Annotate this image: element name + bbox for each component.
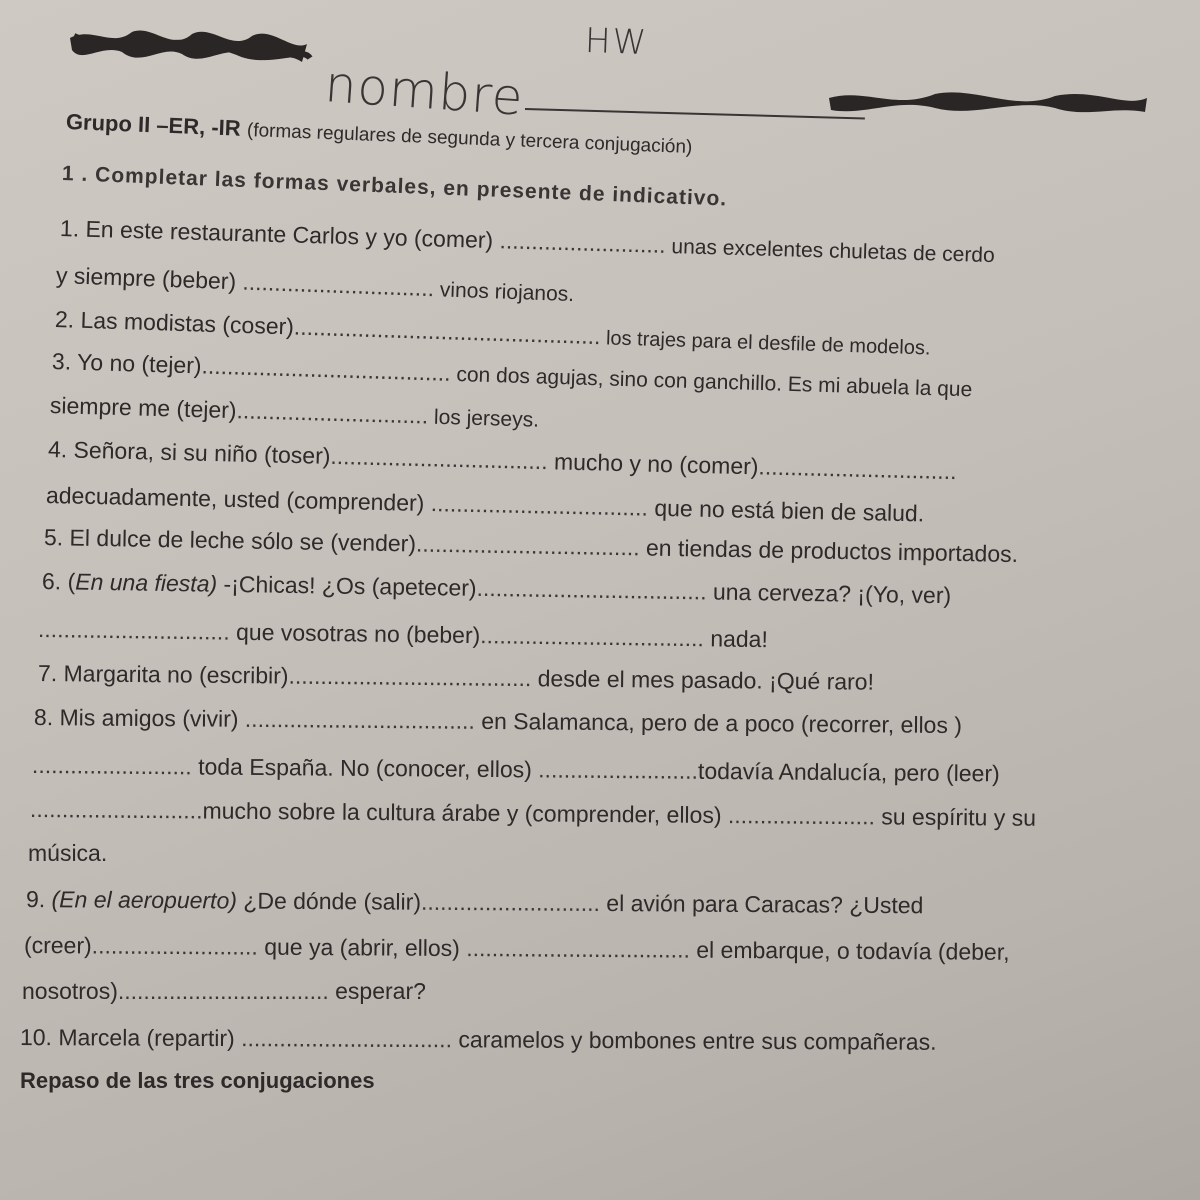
answer-blank[interactable]: .................................... [476, 574, 707, 605]
exercise-line: 4. Señora, si su niño (toser).................................. mucho y no (comer)............................... [47, 436, 957, 485]
name-blank-line [525, 108, 865, 119]
answer-blank[interactable]: ................................. [241, 1025, 453, 1053]
exercise-line: adecuadamente, usted (comprender) .................................. que no está bien de salud. [45, 482, 925, 527]
exercise-line: 8. Mis amigos (vivir) .................................... en Salamanca, pero de a poco (recorrer, ellos ) [33, 704, 963, 739]
exercise-line: música. [28, 840, 108, 866]
homework-label: HW [584, 20, 649, 64]
exercise-line: 6. (En una fiesta) -¡Chicas! ¿Os (apetecer).................................... una cerveza? ¡(Yo, ver) [41, 568, 952, 609]
answer-blank[interactable]: .............................. [236, 397, 429, 429]
answer-blank[interactable]: .................................... [244, 705, 476, 734]
answer-blank[interactable]: ........................... [29, 796, 203, 824]
answer-blank[interactable]: ................................... [415, 530, 640, 561]
answer-blank[interactable]: ................................... [466, 935, 690, 963]
answer-blank[interactable]: .................................. [330, 442, 548, 475]
exercise-line: 7. Margarita no (escribir)...................................... desde el mes pasado. ¡Qué raro! [37, 660, 875, 695]
next-section-heading-cut-off: Repaso de las tres conjugaciones [20, 1068, 375, 1093]
exercise-line: 3. Yo no (tejer)....................................... con dos agujas, sino con ganchillo. Es mi abuela la que [51, 348, 973, 402]
answer-blank[interactable]: ......................... [31, 752, 192, 780]
exercise-line: 9. (En el aeropuerto) ¿De dónde (salir)............................ el avión para Caracas? ¿Usted [25, 886, 924, 919]
exercise-line: 5. El dulce de leche sólo se (vender)................................... en tiendas de productos importados. [43, 524, 1019, 567]
answer-blank[interactable]: ....................................... [201, 352, 452, 386]
answer-blank[interactable]: ......................... [538, 756, 699, 784]
group-subtitle: (formas regulares de segunda y tercera conjugación) [246, 119, 693, 159]
exercise-line: 2. Las modistas (coser)................................................ los trajes para el desfile de modelos. [54, 306, 931, 360]
answer-blank[interactable]: ...................................... [288, 662, 532, 692]
answer-blank[interactable]: ............................... [758, 453, 957, 485]
answer-blank[interactable]: ............................ [420, 888, 601, 917]
exercise-line: 10. Marcela (repartir) ................................. caramelos y bombones entre sus compañeras. [19, 1024, 937, 1055]
exercise-instruction: 1 . Completar las formas verbales, en presente de indicativo. [61, 162, 728, 211]
exercise-line: 1. En este restaurante Carlos y yo (comer) .......................... unas excelentes chuletas de cerdo [59, 215, 996, 268]
exercise-line: ...........................mucho sobre la cultura árabe y (comprender, ellos) ....................... su espíritu y su [29, 796, 1037, 831]
answer-blank[interactable]: .......................... [91, 932, 258, 960]
answer-blank[interactable]: .............................. [37, 616, 230, 645]
exercise-line: ......................... toda España. No (conocer, ellos) .........................todavía Andalucía, pero (leer) [31, 752, 1000, 787]
exercise-line: siempre me (tejer).............................. los jerseys. [49, 392, 540, 432]
exercise-line: y siempre (beber) .............................. vinos riojanos. [55, 262, 575, 307]
answer-blank[interactable]: ....................... [727, 802, 876, 830]
answer-blank[interactable]: ................................... [480, 622, 705, 652]
answer-blank[interactable]: .............................. [242, 268, 435, 302]
answer-blank[interactable]: ................................................ [293, 313, 601, 350]
answer-blank[interactable]: .................................. [430, 490, 649, 521]
answer-blank[interactable]: .......................... [499, 227, 667, 258]
exercise-line: (creer).......................... que ya (abrir, ellos) ................................... el embarque, o todavía (deber, [23, 932, 1010, 965]
group-title: Grupo II –ER, -IR [65, 109, 242, 141]
scribbled-out-text-left [62, 18, 322, 78]
name-label: nombre [322, 55, 526, 127]
scribbled-out-text-right [825, 84, 1155, 124]
answer-blank[interactable]: ................................. [117, 978, 329, 1004]
exercise-line: nosotros)................................. esperar? [22, 978, 426, 1004]
exercise-line: .............................. que vosotras no (beber)................................... nada! [37, 616, 769, 653]
